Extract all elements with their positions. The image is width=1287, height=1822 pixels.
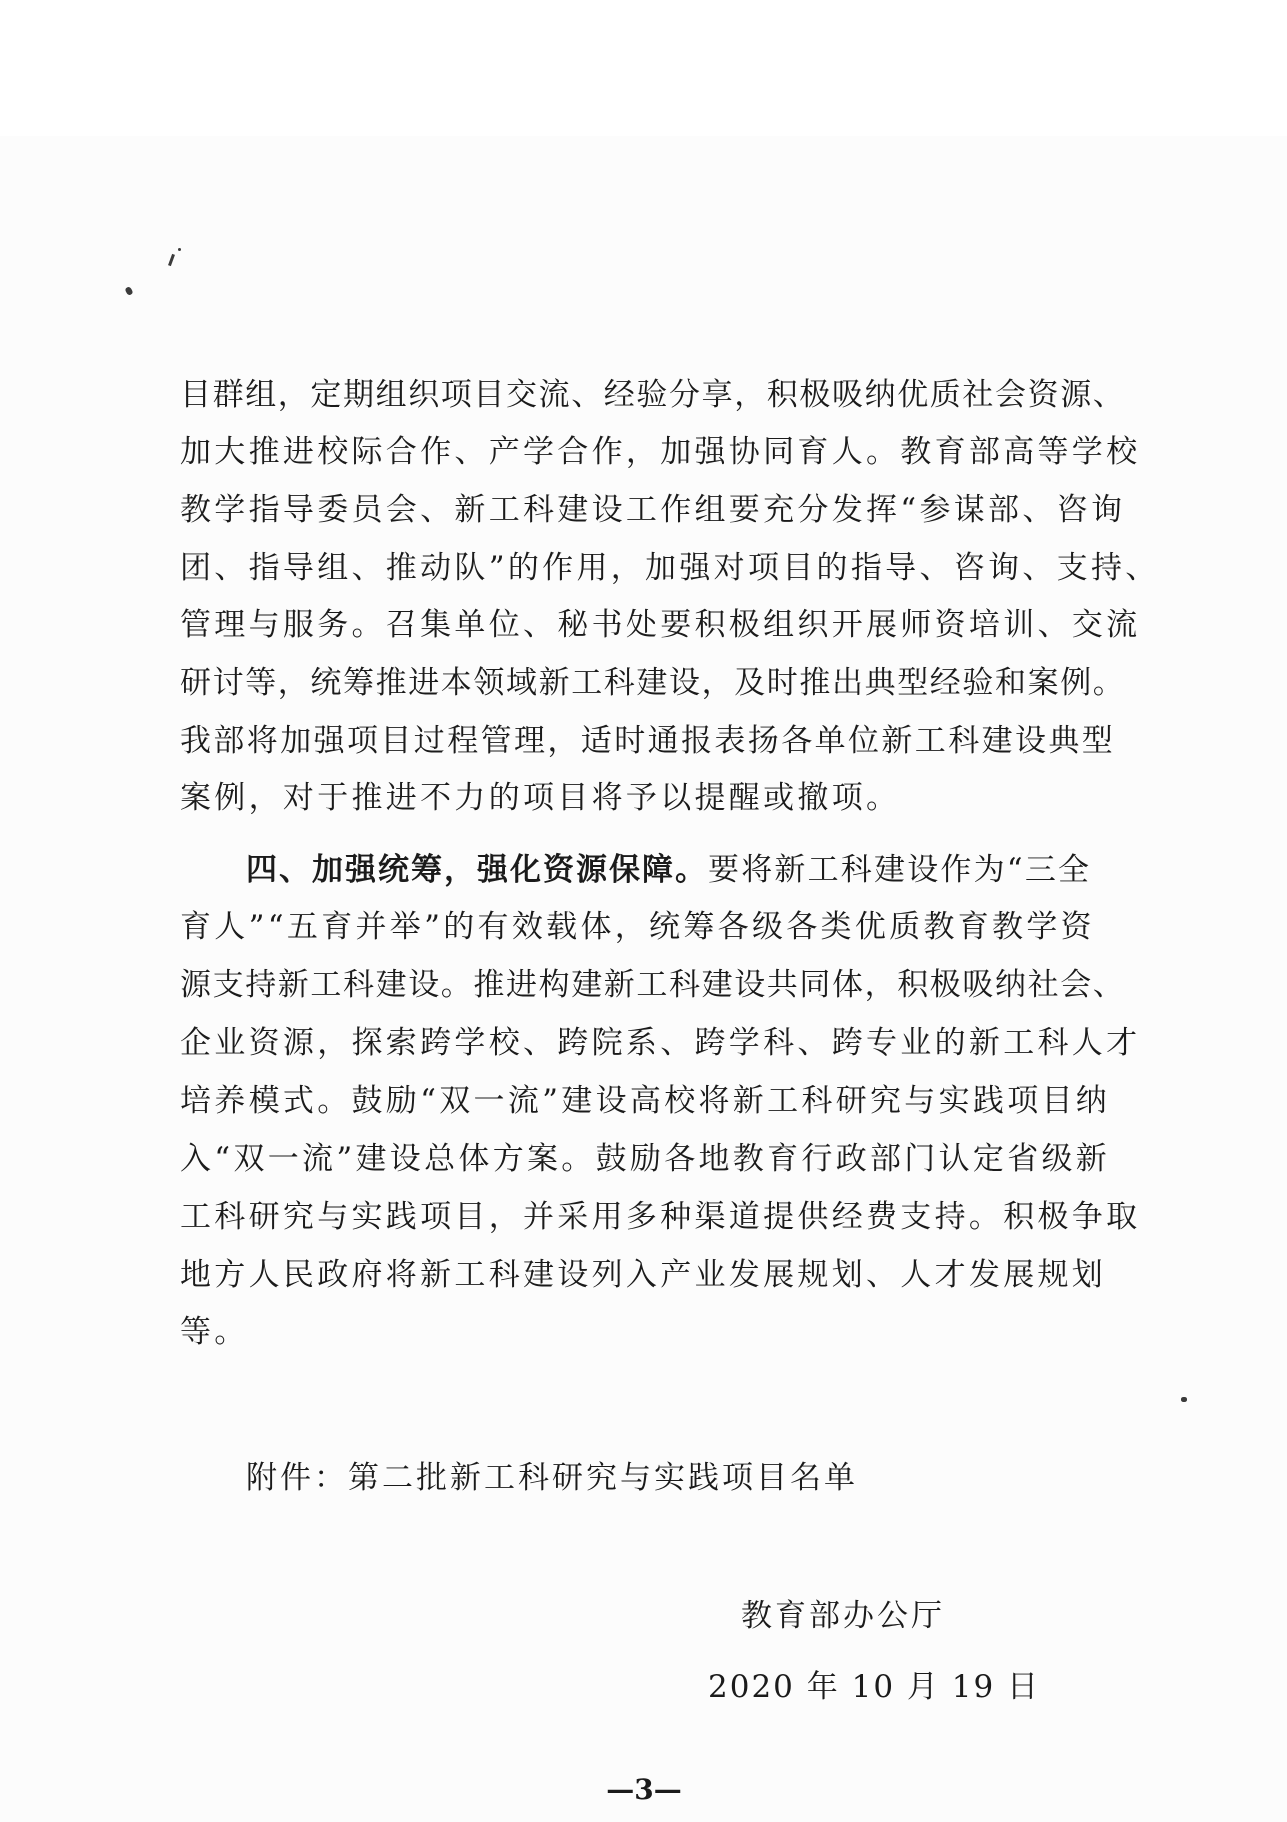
body-line: 入“双一流”建设总体方案。鼓励各地教育行政部门认定省级新	[180, 1141, 1111, 1177]
body-line: 案例，对于推进不力的项目将予以提醒或撤项。	[180, 780, 901, 816]
section-four-first-line	[246, 850, 1196, 890]
scan-speck	[178, 248, 181, 251]
body-line: 培养模式。鼓励“双一流”建设高校将新工科研究与实践项目纳	[180, 1083, 1111, 1119]
attachment-note: 附件：第二批新工科研究与实践项目名单	[246, 1460, 858, 1496]
page-number: —3—	[606, 1773, 682, 1806]
body-line: 工科研究与实践项目，并采用多种渠道提供经费支持。积极争取	[180, 1199, 1141, 1235]
page-top-margin	[0, 0, 1287, 136]
body-line: 团、指导组、推动队”的作用，加强对项目的指导、咨询、支持、	[180, 550, 1160, 586]
body-line: 等。	[180, 1314, 249, 1350]
body-line: 源支持新工科建设。推进构建新工科建设共同体，积极吸纳社会、	[180, 967, 1126, 1003]
body-line: 育人”“五育并举”的有效载体，统筹各级各类优质教育教学资	[180, 909, 1095, 945]
body-line: 管理与服务。召集单位、秘书处要积极组织开展师资培训、交流	[180, 607, 1141, 643]
body-line: 教学指导委员会、新工科建设工作组要充分发挥“参谋部、咨询	[180, 492, 1126, 528]
scan-speck	[1181, 1397, 1187, 1402]
body-text: 要将新工科建设作为“三全	[708, 852, 1092, 888]
body-line: 企业资源，探索跨学校、跨院系、跨学科、跨专业的新工科人才	[180, 1025, 1141, 1061]
issue-date: 2020 年 10 月 19 日	[708, 1669, 1041, 1705]
issuer-signature: 教育部办公厅	[741, 1598, 945, 1634]
body-line: 研讨等，统筹推进本领域新工科建设，及时推出典型经验和案例。	[180, 665, 1126, 701]
body-line: 地方人民政府将新工科建设列入产业发展规划、人才发展规划	[180, 1257, 1107, 1293]
body-line: 加大推进校际合作、产学合作，加强协同育人。教育部高等学校	[180, 434, 1141, 470]
body-line: 目群组，定期组织项目交流、经验分享，积极吸纳优质社会资源、	[180, 377, 1126, 413]
section-heading: 四、加强统筹，强化资源保障。	[246, 852, 708, 888]
body-line: 我部将加强项目过程管理，适时通报表扬各单位新工科建设典型	[180, 723, 1116, 759]
